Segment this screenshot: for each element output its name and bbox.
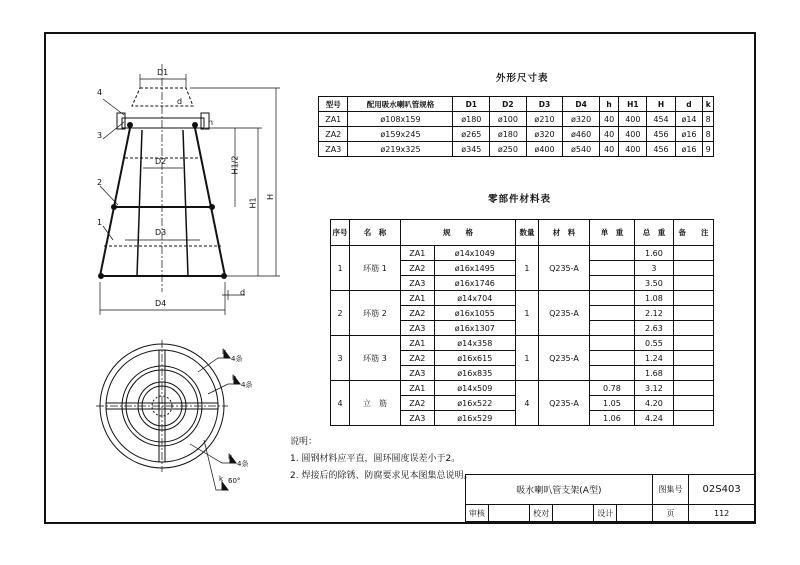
- unit-weight-cell: [589, 336, 634, 351]
- weld-angle: 60°: [228, 477, 241, 485]
- table-cell: ø16: [675, 127, 703, 142]
- weld-k-2: k: [232, 374, 237, 382]
- check-signature: [553, 505, 594, 522]
- table-cell: ø14: [675, 112, 703, 127]
- weld-count-1: 4条: [231, 355, 243, 363]
- table-cell: ZA1: [319, 112, 348, 127]
- part-3-label: 3: [97, 131, 103, 140]
- remark-cell: [673, 351, 713, 366]
- dim-h1-label: H1: [248, 197, 258, 209]
- table-cell: 456: [647, 142, 675, 157]
- spec-cell: ø16x1746: [434, 276, 515, 291]
- model-cell: ZA2: [401, 396, 435, 411]
- part-number-cell: 2: [331, 291, 350, 336]
- table-cell: ø219x325: [348, 142, 453, 157]
- spec-cell: ø16x1055: [434, 306, 515, 321]
- table-cell: 456: [647, 127, 675, 142]
- spec-cell: ø16x835: [434, 366, 515, 381]
- parts-table-title: 零部件材料表: [488, 194, 552, 205]
- dim-h1-half-label: H1/2: [230, 155, 240, 175]
- total-weight-cell: 4.20: [634, 396, 673, 411]
- table-cell: ø320: [526, 127, 563, 142]
- table-cell: ø460: [563, 127, 600, 142]
- header-cell: H: [647, 97, 675, 112]
- parts-table: [330, 219, 714, 426]
- total-weight-cell: 2.12: [634, 306, 673, 321]
- spec-cell: ø16x615: [434, 351, 515, 366]
- remark-cell: [673, 291, 713, 306]
- table-cell: 9: [703, 142, 714, 157]
- model-cell: ZA1: [401, 381, 435, 396]
- atlas-label: 图集号: [652, 475, 688, 505]
- total-weight-cell: 1.60: [634, 246, 673, 261]
- header-cell: d: [675, 97, 703, 112]
- table-cell: 454: [647, 112, 675, 127]
- model-cell: ZA3: [401, 276, 435, 291]
- dim-d2-label: D2: [155, 157, 167, 166]
- dim-d-bottom-label: d: [240, 288, 246, 297]
- model-cell: ZA1: [401, 246, 435, 261]
- remark-cell: [673, 396, 713, 411]
- table-row: [331, 291, 714, 306]
- table-cell: 40: [599, 127, 618, 142]
- total-weight-cell: 0.55: [634, 336, 673, 351]
- unit-weight-cell: 1.05: [589, 396, 634, 411]
- header-cell: D3: [526, 97, 563, 112]
- notes-block: [290, 434, 472, 485]
- remark-cell: [673, 411, 713, 426]
- part-number-cell: 3: [331, 336, 350, 381]
- table-cell: ø400: [526, 142, 563, 157]
- header-cell: 备 注: [673, 220, 713, 246]
- table-cell: ø265: [453, 127, 490, 142]
- table-cell: 400: [619, 142, 647, 157]
- model-cell: ZA2: [401, 351, 435, 366]
- weld-count-2: 4条: [241, 381, 253, 389]
- table-cell: 40: [599, 142, 618, 157]
- table-cell: ø345: [453, 142, 490, 157]
- spec-cell: ø16x1495: [434, 261, 515, 276]
- table-cell: ø320: [563, 112, 600, 127]
- page-number: 112: [689, 505, 755, 522]
- table-cell: ø108x159: [348, 112, 453, 127]
- total-weight-cell: 1.08: [634, 291, 673, 306]
- model-cell: ZA3: [401, 366, 435, 381]
- dimension-table-title: 外形尺寸表: [496, 73, 549, 84]
- model-cell: ZA2: [401, 306, 435, 321]
- design-signature: [617, 505, 653, 522]
- remark-cell: [673, 261, 713, 276]
- part-name-cell: 立 筋: [350, 381, 401, 426]
- unit-weight-cell: [589, 291, 634, 306]
- table-cell: ø250: [490, 142, 527, 157]
- spec-cell: ø16x529: [434, 411, 515, 426]
- dim-h-total-label: H: [266, 193, 276, 201]
- part-number-cell: 4: [331, 381, 350, 426]
- material-cell: Q235-A: [538, 291, 589, 336]
- table-cell: 400: [619, 127, 647, 142]
- page-label: 页: [652, 505, 688, 522]
- part-2-label: 2: [97, 178, 103, 187]
- quantity-cell: 1: [515, 291, 538, 336]
- title-block: [465, 474, 755, 522]
- table-row: [331, 381, 714, 396]
- unit-weight-cell: 0.78: [589, 381, 634, 396]
- remark-cell: [673, 381, 713, 396]
- table-cell: ø16: [675, 142, 703, 157]
- quantity-cell: 1: [515, 336, 538, 381]
- model-cell: ZA3: [401, 321, 435, 336]
- remark-cell: [673, 276, 713, 291]
- dim-d-label: d: [177, 97, 183, 106]
- drawing-title: 吸水喇叭管支架(A型): [466, 475, 653, 505]
- table-row: [319, 112, 714, 127]
- atlas-number: 02S403: [689, 475, 755, 505]
- remark-cell: [673, 366, 713, 381]
- header-cell: h: [599, 97, 618, 112]
- weld-count-3: 4条: [237, 460, 249, 468]
- model-cell: ZA2: [401, 261, 435, 276]
- review-label: 审核: [466, 505, 489, 522]
- header-cell: 材 料: [538, 220, 589, 246]
- table-row: [331, 246, 714, 261]
- spec-cell: ø16x522: [434, 396, 515, 411]
- table-cell: 8: [703, 127, 714, 142]
- unit-weight-cell: [589, 351, 634, 366]
- table-cell: ZA3: [319, 142, 348, 157]
- remark-cell: [673, 246, 713, 261]
- table-row: [319, 127, 714, 142]
- header-cell: 总 重: [634, 220, 673, 246]
- dim-d3-label: D3: [155, 228, 167, 237]
- model-cell: ZA1: [401, 291, 435, 306]
- part-number-cell: 1: [331, 246, 350, 291]
- table-cell: ø180: [490, 127, 527, 142]
- total-weight-cell: 2.63: [634, 321, 673, 336]
- unit-weight-cell: [589, 306, 634, 321]
- part-name-cell: 环筋 2: [350, 291, 401, 336]
- unit-weight-cell: [589, 246, 634, 261]
- table-cell: ZA2: [319, 127, 348, 142]
- total-weight-cell: 1.68: [634, 366, 673, 381]
- spec-cell: ø16x1307: [434, 321, 515, 336]
- unit-weight-cell: [589, 261, 634, 276]
- spec-cell: ø14x358: [434, 336, 515, 351]
- weld-k-1: k: [222, 348, 227, 356]
- header-cell: 规 格: [401, 220, 516, 246]
- review-signature: [488, 505, 529, 522]
- remark-cell: [673, 306, 713, 321]
- header-cell: D1: [453, 97, 490, 112]
- total-weight-cell: 1.24: [634, 351, 673, 366]
- unit-weight-cell: [589, 276, 634, 291]
- part-4-label: 4: [97, 88, 103, 97]
- quantity-cell: 1: [515, 246, 538, 291]
- weld-k-3: k: [228, 453, 233, 461]
- unit-weight-cell: [589, 321, 634, 336]
- part-name-cell: 环筋 1: [350, 246, 401, 291]
- spec-cell: ø14x1049: [434, 246, 515, 261]
- note-item: 1. 圆钢材料应平直，圆环圆度误差小于2。: [290, 454, 461, 464]
- header-cell: 数量: [515, 220, 538, 246]
- material-cell: Q235-A: [538, 246, 589, 291]
- spec-cell: ø14x509: [434, 381, 515, 396]
- notes-heading: 说明：: [290, 437, 318, 447]
- spec-cell: ø14x704: [434, 291, 515, 306]
- dim-h-label: h: [208, 118, 214, 127]
- design-label: 设计: [594, 505, 617, 522]
- table-cell: ø159x245: [348, 127, 453, 142]
- remark-cell: [673, 336, 713, 351]
- total-weight-cell: 4.24: [634, 411, 673, 426]
- header-cell: H1: [619, 97, 647, 112]
- header-cell: 名 称: [350, 220, 401, 246]
- total-weight-cell: 3.12: [634, 381, 673, 396]
- header-cell: 配用吸水喇叭管规格: [348, 97, 453, 112]
- part-1-label: 1: [97, 218, 103, 227]
- check-label: 校对: [530, 505, 553, 522]
- table-cell: ø100: [490, 112, 527, 127]
- header-cell: 序号: [331, 220, 350, 246]
- header-cell: D2: [490, 97, 527, 112]
- weld-k-4: k: [219, 475, 224, 483]
- model-cell: ZA1: [401, 336, 435, 351]
- header-cell: 单 重: [589, 220, 634, 246]
- note-item: 2. 焊接后的除锈、防腐要求见本图集总说明。: [290, 471, 473, 481]
- dim-d1-label: D1: [157, 68, 169, 77]
- table-header-row: [319, 97, 714, 112]
- table-cell: ø180: [453, 112, 490, 127]
- table-cell: 8: [703, 112, 714, 127]
- material-cell: Q235-A: [538, 336, 589, 381]
- header-cell: 型号: [319, 97, 348, 112]
- header-cell: k: [703, 97, 714, 112]
- material-cell: Q235-A: [538, 381, 589, 426]
- table-header-row: [331, 220, 714, 246]
- dim-d4-label: D4: [155, 299, 167, 308]
- dimension-table: [318, 96, 714, 157]
- part-name-cell: 环筋 3: [350, 336, 401, 381]
- table-cell: 400: [619, 112, 647, 127]
- table-row: [331, 336, 714, 351]
- total-weight-cell: 3.50: [634, 276, 673, 291]
- table-cell: 40: [599, 112, 618, 127]
- unit-weight-cell: 1.06: [589, 411, 634, 426]
- table-row: [319, 142, 714, 157]
- model-cell: ZA3: [401, 411, 435, 426]
- unit-weight-cell: [589, 366, 634, 381]
- table-cell: ø210: [526, 112, 563, 127]
- quantity-cell: 4: [515, 381, 538, 426]
- table-cell: ø540: [563, 142, 600, 157]
- remark-cell: [673, 321, 713, 336]
- total-weight-cell: 3: [634, 261, 673, 276]
- parts-table-body: [331, 246, 714, 426]
- header-cell: D4: [563, 97, 600, 112]
